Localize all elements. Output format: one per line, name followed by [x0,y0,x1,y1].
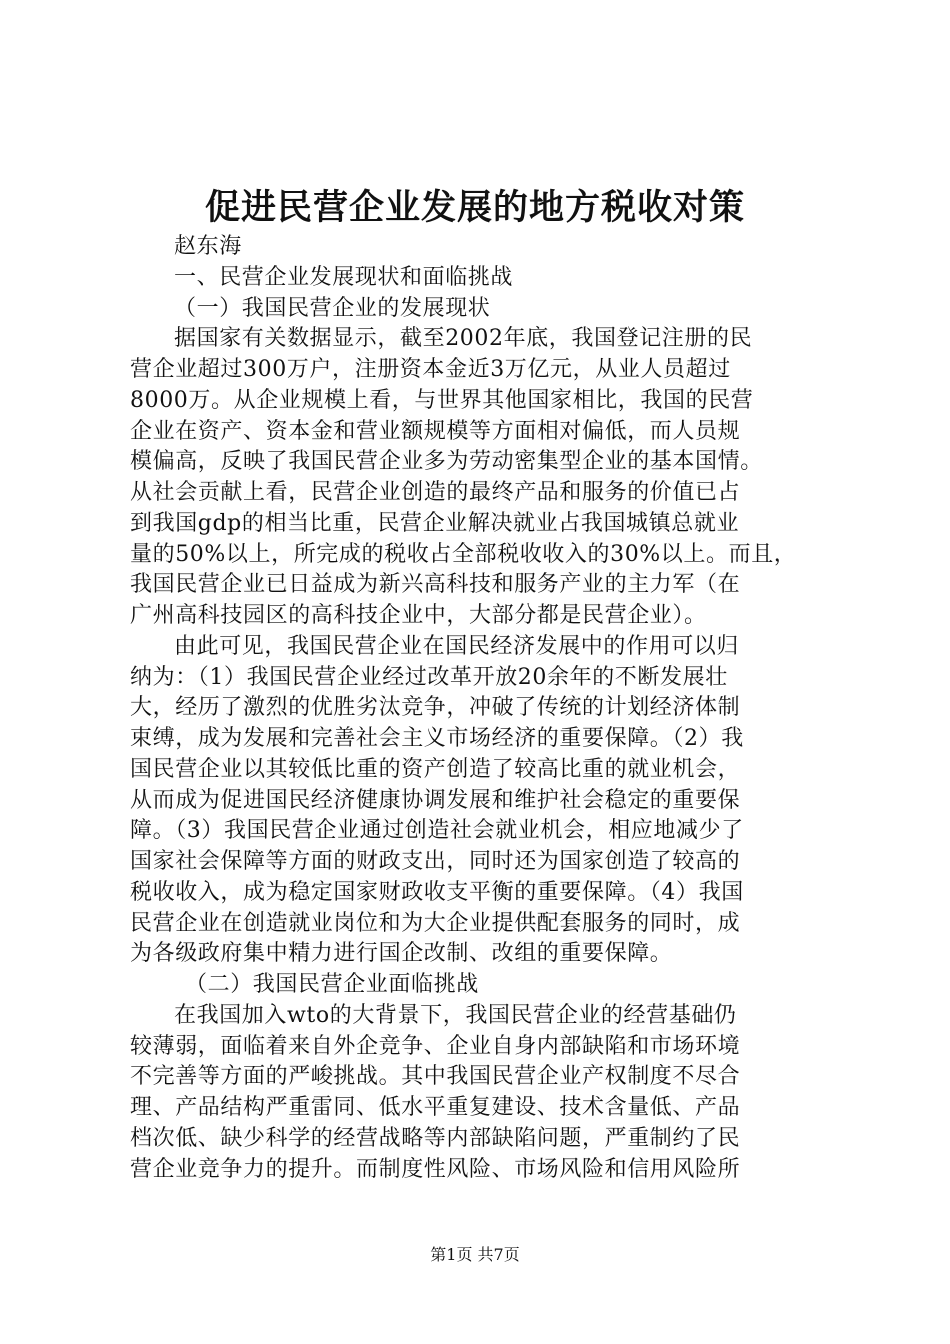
text-line: 营企业竞争力的提升。而制度性风险、市场风险和信用风险所 [130,1156,741,1182]
text-line: 广州高科技园区的高科技企业中，大部分都是民营企业）。 [130,603,707,628]
text-line: 从社会贡献上看，民营企业创造的最终产品和服务的价值已占 [130,480,741,505]
text-line: 国家社会保障等方面的财政支出，同时还为国家创造了较高的 [130,849,741,874]
text-line: 大，经历了激烈的优胜劣汰竞争，冲破了传统的计划经济体制 [130,695,741,721]
text-line: 理、产品结构严重雷同、低水平重复建设、技术含量低、产品 [130,1095,741,1120]
text-line: 量的50%以上，所完成的税收占全部税收收入的30%以上。而且， [130,541,797,567]
text-line: 税收收入，成为稳定国家财政收支平衡的重要保障。（4）我国 [130,879,744,905]
text-line: 营企业超过300万户，注册资本金近3万亿元，从业人员超过 [130,357,731,382]
document-title: 促进民营企业发展的地方税收对策 [204,187,745,228]
text-line: 不完善等方面的严峻挑战。其中我国民营企业产权制度不尽合 [130,1064,741,1090]
text-line: 档次低、缺少科学的经营战略等内部缺陷问题，严重制约了民 [130,1125,741,1151]
text-line: 从而成为促进国民经济健康协调发展和维护社会稳定的重要保 [130,787,741,813]
text-line: 纳为：（1）我国民营企业经过改革开放20余年的不断发展壮 [130,664,728,690]
text-line: 模偏高，反映了我国民营企业多为劳动密集型企业的基本国情。 [130,449,763,475]
text-line: 由此可见，我国民营企业在国民经济发展中的作用可以归 [174,633,740,659]
text-line: 束缚，成为发展和完善社会主义市场经济的重要保障。（2）我 [130,726,744,751]
text-line: 赵东海 [174,234,242,259]
text-line: 到我国gdp的相当比重，民营企业解决就业占我国城镇总就业 [130,510,740,536]
document-body [130,232,830,1185]
text-line: 一、民营企业发展现状和面临挑战 [174,264,514,290]
text-line: 8000万。从企业规模上看，与世界其他国家相比，我国的民营 [130,387,754,413]
text-line: 障。（3）我国民营企业通过创造社会就业机会，相应地减少了 [130,818,744,844]
text-line: （一）我国民营企业的发展现状 [174,295,491,321]
text-line: 为各级政府集中精力进行国企改制、改组的重要保障。 [130,941,673,967]
text-line: 国民营企业以其较低比重的资产创造了较高比重的就业机会， [130,756,741,782]
text-line: 我国民营企业已日益成为新兴高科技和服务产业的主力军（在 [130,572,741,598]
page-footer: 第1页 共7页 [430,1245,520,1264]
text-line: （二）我国民营企业面临挑战 [185,972,479,997]
text-line: 企业在资产、资本金和营业额规模等方面相对偏低，而人员规 [130,418,741,444]
text-line: 民营企业在创造就业岗位和为大企业提供配套服务的同时，成 [130,910,741,936]
text-line: 在我国加入wto的大背景下，我国民营企业的经营基础仍 [174,1002,737,1028]
text-line: 据国家有关数据显示，截至2002年底，我国登记注册的民 [174,326,753,352]
text-line: 较薄弱，面临着来自外企竞争、企业自身内部缺陷和市场环境 [130,1033,741,1059]
